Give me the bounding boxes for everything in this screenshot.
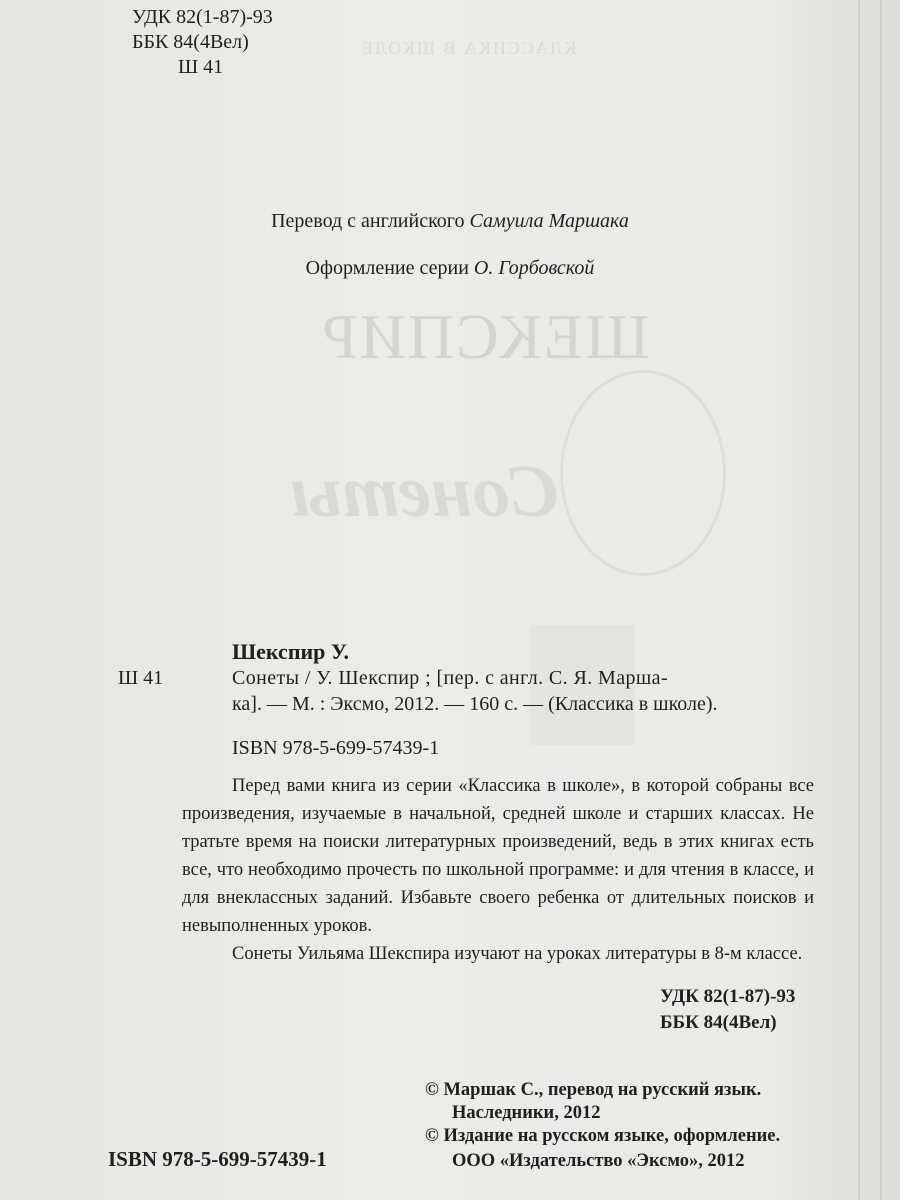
catalog-author-heading: Шекспир У. (232, 639, 349, 664)
translator-name: Самуила Маршака (469, 210, 629, 232)
annotation-paragraph-1: Перед вами книга из серии «Классика в школе», в которой собраны все произведения, изучаемые в начальной, средней школе и старших классах. Не тратьте время на поиски литературных произведений, ведь в этих книгах есть все, что необходимо прочесть по школьной программе: и для чтения в классе, и для внеклассных заданий. Избавьте своего ребенка от длительных поисков и невыполненных уроков. (182, 776, 814, 936)
catalog-udk: УДК 82(1-87)-93 (660, 986, 796, 1007)
design-credit (0, 257, 900, 280)
bbk-code: ББК 84(4Вел) (132, 31, 249, 53)
copyright-edition: © Издание на русском языке, оформление. (425, 1126, 781, 1146)
show-through-title: Сонеты (290, 451, 559, 533)
copyright-publisher: ООО «Издательство «Эксмо», 2012 (452, 1151, 745, 1171)
udk-code: УДК 82(1-87)-93 (132, 6, 273, 28)
catalog-bbk: ББК 84(4Вел) (660, 1012, 777, 1033)
catalog-description-line-1: Сонеты / У. Шекспир ; [пер. с англ. С. Я. Марша- (232, 667, 669, 689)
translation-prefix: Перевод с английского (271, 210, 470, 232)
catalog-description-line-2: ка]. — М. : Эксмо, 2012. — 160 с. — (Классика в школе). (232, 693, 718, 715)
translation-credit (0, 210, 900, 233)
show-through-author: ШЕКСПИР (320, 301, 650, 372)
show-through-series: КЛАССИКА В ШКОЛЕ (360, 38, 577, 58)
designer-name: О. Горбовской (473, 257, 595, 279)
footer-isbn: ISBN 978-5-699-57439-1 (108, 1147, 327, 1171)
copyright-translation-holder: Наследники, 2012 (452, 1103, 601, 1123)
design-prefix: Оформление серии (305, 257, 474, 279)
annotation-paragraph-2: Сонеты Уильяма Шекспира изучают на уроках литературы в 8-м классе. (232, 944, 803, 964)
copyright-translation: © Маршак С., перевод на русский язык. (425, 1080, 762, 1100)
catalog-author-sign: Ш 41 (118, 667, 164, 689)
catalog-isbn: ISBN 978-5-699-57439-1 (232, 737, 440, 759)
page-edge-line (880, 0, 882, 1200)
show-through-ornament (560, 370, 726, 576)
author-sign: Ш 41 (178, 56, 224, 78)
page-edge-line (858, 0, 860, 1200)
